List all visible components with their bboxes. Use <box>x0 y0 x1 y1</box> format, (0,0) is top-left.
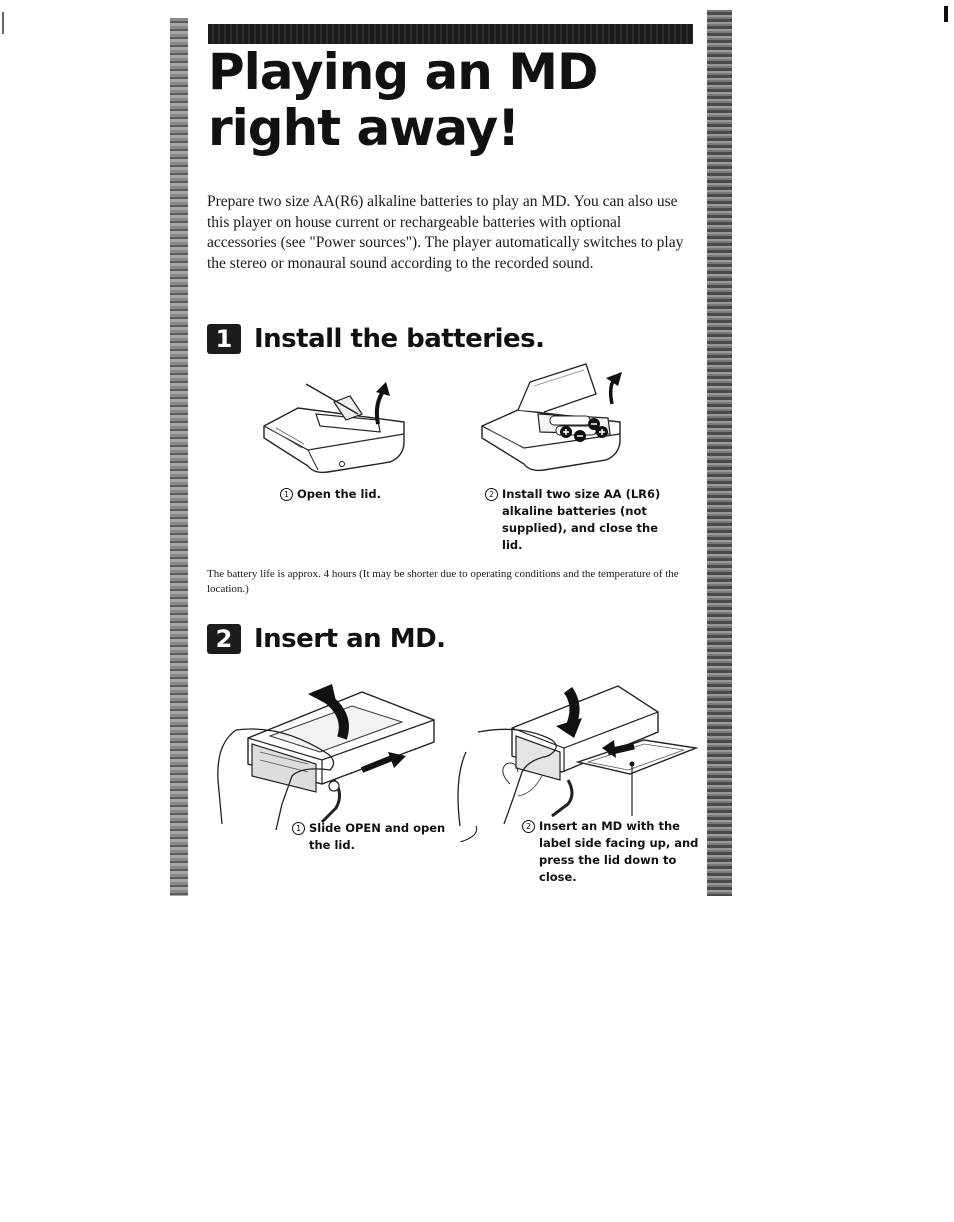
page-title: Playing an MD right away! <box>208 43 598 157</box>
step-1-caption-2 <box>485 486 675 554</box>
caption-number-icon: 1 <box>280 488 293 501</box>
step-2-title: Insert an MD. <box>254 624 446 654</box>
step-1-number: 1 <box>207 324 241 354</box>
caption-number-icon: 2 <box>522 820 535 833</box>
page-scan-edge-right <box>707 10 732 896</box>
battery-install-illustration <box>478 360 628 474</box>
slide-open-illustration <box>212 684 442 830</box>
step-2-caption-1 <box>292 820 452 854</box>
margin-mark <box>2 12 4 34</box>
caption-number-icon: 1 <box>292 822 305 835</box>
step-2-caption-1-text: Slide OPEN and open the lid. <box>309 821 446 852</box>
step-1-caption-1 <box>280 486 460 503</box>
battery-life-note: The battery life is approx. 4 hours (It may be shorter due to operating conditions and the temperature of the location.) <box>207 568 679 595</box>
step-1-title: Install the batteries. <box>254 324 545 354</box>
title-bar <box>208 24 693 44</box>
step-2-caption-2-text: Insert an MD with the label side facing up, and press the lid down to close. <box>539 819 699 884</box>
step-2-number: 2 <box>207 624 241 654</box>
intro-paragraph: Prepare two size AA(R6) alkaline batteries to play an MD. You can also use this player on house current or rechargeable batteries with optional accessories (see "Power sources"). The player automatically switches to play the stereo or monaural sound according to the recorded sound. <box>207 193 684 272</box>
step-2-caption-2 <box>522 818 704 886</box>
caption-number-icon: 2 <box>485 488 498 501</box>
step-1-caption-1-text: Open the lid. <box>297 487 381 501</box>
open-lid-illustration <box>258 378 408 474</box>
step-1-caption-2-text: Install two size AA (LR6) alkaline batteries (not supplied), and close the lid. <box>502 487 661 552</box>
corner-mark <box>944 6 948 22</box>
page-scan-edge-left <box>170 18 188 896</box>
